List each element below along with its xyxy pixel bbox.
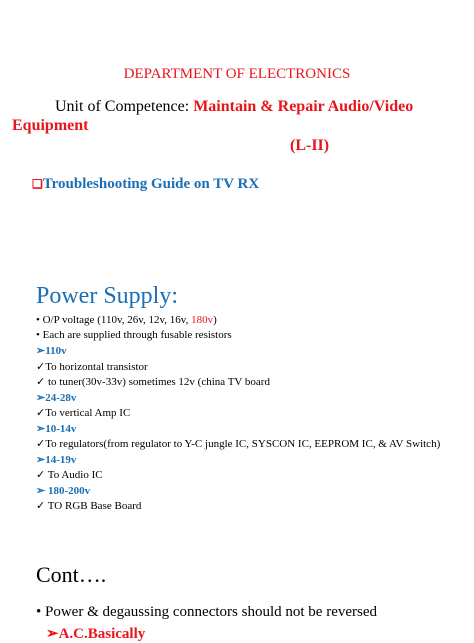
level-label: (L-II) <box>290 137 330 154</box>
voltage-14-heading: ➢14-19v <box>36 454 77 466</box>
op-voltage-close: ) <box>213 314 217 326</box>
guide-heading <box>32 176 259 193</box>
op-voltage-highlight: 180v <box>191 314 214 326</box>
unit-title: Maintain & Repair Audio/Video <box>193 98 414 115</box>
list-item: ✓To vertical Amp IC <box>36 407 131 419</box>
voltage-24-heading: ➢24-28v <box>36 392 77 404</box>
unit-title-continued: Equipment <box>12 117 89 134</box>
voltage-110-heading: ➢110v <box>36 345 67 357</box>
square-bullet-icon: ❑ <box>32 177 43 191</box>
list-item: ✓To horizontal transistor <box>36 361 148 373</box>
fusable-line: • Each are supplied through fusable resistors <box>36 329 232 341</box>
unit-label: Unit of Competence: <box>55 98 194 115</box>
voltage-10-heading: ➢10-14v <box>36 423 77 435</box>
op-voltage-line <box>36 313 217 327</box>
cut-off-heading: ➢A.C.Basically <box>46 626 146 642</box>
unit-of-competence-line <box>55 98 413 116</box>
list-item: ✓To regulators(from regulator to Y-C jungle IC, SYSCON IC, EEPROM IC, & AV Switch) <box>36 438 441 450</box>
voltage-180-heading: ➢ 180-200v <box>36 485 91 497</box>
power-supply-title: Power Supply: <box>36 283 179 309</box>
op-voltage-text: • O/P voltage (110v, 26v, 12v, 16v, <box>36 314 192 326</box>
cont-title: Cont…. <box>36 562 107 587</box>
guide-title: Troubleshooting Guide on TV RX <box>42 176 260 192</box>
list-item: ✓ To Audio IC <box>36 469 103 481</box>
list-item: ✓ TO RGB Base Board <box>36 500 142 512</box>
list-item: ✓ to tuner(30v-33v) sometimes 12v (china TV board <box>36 376 270 388</box>
connector-note: • Power & degaussing connectors should not be reversed <box>36 604 378 620</box>
department-title: DEPARTMENT OF ELECTRONICS <box>123 66 351 82</box>
